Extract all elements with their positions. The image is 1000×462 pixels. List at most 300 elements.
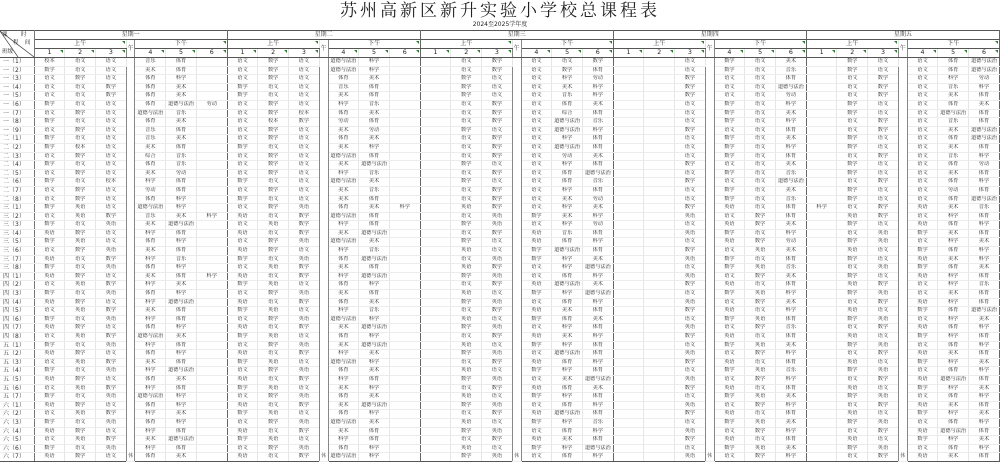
lesson-cell: 数学	[907, 436, 938, 445]
lesson-cell: 体育	[359, 221, 390, 230]
lesson-cell: 科学	[775, 427, 806, 436]
lesson-cell: 语文	[837, 229, 868, 238]
lesson-cell: 体育	[552, 238, 583, 247]
lesson-cell: 英语	[65, 212, 96, 221]
lesson-cell: 美术	[359, 109, 390, 118]
class-name: 二（4）	[0, 161, 34, 170]
lesson-cell: 语文	[714, 324, 745, 333]
lesson-cell: 美术	[328, 324, 359, 333]
lesson-cell: 数学	[482, 109, 513, 118]
lesson-cell: 科学	[328, 169, 359, 178]
am-header: 上午	[227, 40, 319, 49]
lesson-cell: 道德与法治	[166, 367, 197, 376]
lesson-cell: 体育	[552, 358, 583, 367]
lesson-cell: 数学	[837, 255, 868, 264]
lesson-cell: 数学	[451, 161, 482, 170]
class-name: 一（9）	[0, 126, 34, 135]
lesson-cell: 道德与法治	[968, 66, 999, 75]
class-name: 一（1）	[0, 58, 34, 67]
table-row	[0, 66, 1000, 75]
lesson-cell: 语文	[34, 410, 65, 419]
lesson-cell: 数学	[745, 375, 776, 384]
lesson-cell: 语文	[907, 315, 938, 324]
lesson-cell: 语文	[837, 126, 868, 135]
lesson-cell: 数学	[714, 255, 745, 264]
lesson-cell: 语文	[289, 75, 320, 84]
lesson-cell	[806, 350, 837, 359]
lesson-cell: 语文	[65, 100, 96, 109]
lesson-cell: 语文	[34, 358, 65, 367]
class-name: 五（5）	[0, 375, 34, 384]
lesson-cell: 英语	[34, 324, 65, 333]
lesson-cell	[806, 427, 837, 436]
lesson-cell: 英语	[227, 298, 258, 307]
lesson-cell: 数学	[675, 410, 706, 419]
lesson-cell: 体育	[968, 143, 999, 152]
noon-break-label: 休	[321, 453, 327, 460]
lesson-cell: 数学	[258, 418, 289, 427]
lesson-cell: 语文	[714, 75, 745, 84]
lesson-cell: 语文	[714, 178, 745, 187]
lesson-cell: 数学	[34, 264, 65, 273]
lesson-cell: 语文	[745, 109, 776, 118]
lesson-cell	[420, 75, 451, 84]
lesson-cell: 语文	[837, 83, 868, 92]
lesson-cell: 科学	[582, 92, 613, 101]
lesson-cell: 数学	[714, 264, 745, 273]
lesson-cell: 英语	[745, 264, 776, 273]
lesson-cell: 体育	[938, 195, 969, 204]
schedule-header	[0, 31, 1000, 58]
lesson-cell: 数学	[745, 238, 776, 247]
lesson-cell: 语文	[34, 75, 65, 84]
lesson-cell: 英语	[227, 247, 258, 256]
lesson-cell	[389, 307, 420, 316]
lesson-cell: 语文	[907, 195, 938, 204]
period-number: 5	[166, 49, 197, 58]
lesson-cell: 语文	[258, 212, 289, 221]
lesson-cell: 语文	[868, 66, 899, 75]
table-row	[0, 324, 1000, 333]
lesson-cell: 英语	[837, 358, 868, 367]
lesson-cell: 体育	[166, 272, 197, 281]
lesson-cell: 语文	[745, 143, 776, 152]
lesson-cell: 科学	[582, 298, 613, 307]
lesson-cell	[389, 118, 420, 127]
lesson-cell: 英语	[868, 418, 899, 427]
lesson-cell	[613, 135, 644, 144]
lesson-cell	[613, 178, 644, 187]
lesson-cell: 数学	[65, 350, 96, 359]
table-row	[0, 427, 1000, 436]
lesson-cell	[389, 66, 420, 75]
lesson-cell: 语文	[289, 333, 320, 342]
lesson-cell: 科学	[135, 298, 166, 307]
lesson-cell: 语文	[907, 341, 938, 350]
lesson-cell: 数学	[521, 418, 552, 427]
lesson-cell: 语文	[907, 186, 938, 195]
corner-cell	[0, 31, 34, 58]
lesson-cell: 科学	[166, 195, 197, 204]
lesson-cell: 英语	[258, 384, 289, 393]
pm-header: 下午	[521, 40, 613, 49]
lesson-cell	[196, 367, 227, 376]
lesson-cell: 语文	[521, 350, 552, 359]
lesson-cell: 数学	[451, 324, 482, 333]
table-row	[0, 212, 1000, 221]
class-name: 一（3）	[0, 75, 34, 84]
lesson-cell: 美术	[166, 135, 197, 144]
lesson-cell: 劳动	[135, 186, 166, 195]
schedule-body	[0, 58, 1000, 462]
lesson-cell	[389, 418, 420, 427]
lesson-cell: 道德与法治	[135, 109, 166, 118]
lesson-cell	[806, 281, 837, 290]
lesson-cell: 英语	[714, 281, 745, 290]
class-name: 三（8）	[0, 264, 34, 273]
lesson-cell: 美术	[582, 204, 613, 213]
lesson-cell: 体育	[582, 229, 613, 238]
lesson-cell: 英语	[868, 393, 899, 402]
lesson-cell: 数学	[451, 126, 482, 135]
lesson-cell: 语文	[745, 195, 776, 204]
lesson-cell: 英语	[675, 427, 706, 436]
lesson-cell: 数学	[482, 186, 513, 195]
lesson-cell	[806, 307, 837, 316]
lesson-cell: 美术	[582, 384, 613, 393]
lesson-cell: 语文	[907, 83, 938, 92]
lesson-cell: 科学	[166, 324, 197, 333]
lesson-cell: 语文	[745, 436, 776, 445]
lesson-cell: 语文	[907, 178, 938, 187]
lesson-cell: 数学	[258, 367, 289, 376]
lesson-cell: 劳动	[968, 75, 999, 84]
lesson-cell: 体育	[359, 152, 390, 161]
lesson-cell: 语文	[868, 358, 899, 367]
lesson-cell: 语文	[289, 161, 320, 170]
lesson-cell	[420, 255, 451, 264]
lesson-cell: 科学	[938, 298, 969, 307]
lesson-cell: 语文	[745, 126, 776, 135]
lesson-cell: 英语	[451, 393, 482, 402]
lesson-cell: 美术	[775, 109, 806, 118]
class-name: 六（4）	[0, 427, 34, 436]
lesson-cell: 体育	[328, 135, 359, 144]
lesson-cell	[806, 195, 837, 204]
lesson-cell	[613, 100, 644, 109]
lesson-cell	[613, 333, 644, 342]
lesson-cell: 英语	[289, 418, 320, 427]
lesson-cell: 英语	[837, 436, 868, 445]
lesson-cell	[613, 66, 644, 75]
lesson-cell: 语文	[227, 290, 258, 299]
lesson-cell	[644, 307, 675, 316]
lesson-cell: 美术	[166, 333, 197, 342]
lesson-cell: 数学	[95, 212, 126, 221]
noon-header: 午	[319, 40, 328, 58]
period-number: 3	[289, 49, 320, 58]
lesson-cell: 数学	[34, 221, 65, 230]
lesson-cell: 语文	[837, 427, 868, 436]
lesson-cell	[613, 152, 644, 161]
lesson-cell	[644, 401, 675, 410]
lesson-cell: 数学	[837, 100, 868, 109]
lesson-cell: 英语	[521, 307, 552, 316]
class-name: 一（6）	[0, 100, 34, 109]
lesson-cell: 体育	[938, 58, 969, 67]
lesson-cell: 语文	[868, 307, 899, 316]
lesson-cell	[613, 410, 644, 419]
lesson-cell: 语文	[451, 229, 482, 238]
lesson-cell	[644, 143, 675, 152]
lesson-cell: 体育	[582, 393, 613, 402]
lesson-cell: 体育	[135, 238, 166, 247]
lesson-cell: 美术	[968, 264, 999, 273]
lesson-cell: 数学	[65, 272, 96, 281]
lesson-cell: 科学	[389, 204, 420, 213]
table-row	[0, 58, 1000, 67]
lesson-cell: 语文	[837, 350, 868, 359]
lesson-cell: 英语	[227, 401, 258, 410]
lesson-cell: 英语	[714, 204, 745, 213]
lesson-cell: 语文	[675, 118, 706, 127]
period-number: 4	[328, 49, 359, 58]
lesson-cell	[196, 418, 227, 427]
lesson-cell: 美术	[166, 281, 197, 290]
lesson-cell: 语文	[837, 375, 868, 384]
lesson-cell	[420, 92, 451, 101]
lesson-cell: 美术	[135, 307, 166, 316]
lesson-cell: 英语	[714, 333, 745, 342]
lesson-cell: 体育	[135, 100, 166, 109]
lesson-cell: 体育	[775, 152, 806, 161]
lesson-cell: 数学	[258, 75, 289, 84]
lesson-cell: 语文	[907, 75, 938, 84]
lesson-cell: 语文	[65, 66, 96, 75]
lesson-cell: 英语	[289, 238, 320, 247]
lesson-cell: 语文	[745, 410, 776, 419]
lesson-cell	[420, 152, 451, 161]
lesson-cell	[644, 393, 675, 402]
lesson-cell	[196, 401, 227, 410]
lesson-cell: 体育	[135, 375, 166, 384]
am-header: 上午	[34, 40, 126, 49]
lesson-cell: 校本	[258, 118, 289, 127]
lesson-cell: 语文	[95, 350, 126, 359]
lesson-cell: 英语	[482, 255, 513, 264]
lesson-cell	[613, 143, 644, 152]
lesson-cell: 体育	[938, 444, 969, 453]
lesson-cell: 科学	[328, 247, 359, 256]
lesson-cell: 英语	[451, 264, 482, 273]
lesson-cell: 科学	[775, 290, 806, 299]
lesson-cell: 体育	[359, 212, 390, 221]
lesson-cell: 科学	[938, 315, 969, 324]
lesson-cell: 英语	[521, 410, 552, 419]
lesson-cell: 英语	[95, 264, 126, 273]
lesson-cell: 数学	[837, 393, 868, 402]
lesson-cell	[389, 436, 420, 445]
lesson-cell: 英语	[95, 341, 126, 350]
lesson-cell: 英语	[521, 358, 552, 367]
lesson-cell: 美术	[328, 229, 359, 238]
lesson-cell: 语文	[521, 375, 552, 384]
period-number: 1	[613, 49, 644, 58]
table-row	[0, 247, 1000, 256]
lesson-cell: 科学	[166, 401, 197, 410]
lesson-cell: 科学	[196, 212, 227, 221]
lesson-cell	[196, 204, 227, 213]
lesson-cell: 科学	[328, 436, 359, 445]
lesson-cell: 语文	[258, 324, 289, 333]
lesson-cell: 道德与法治	[552, 350, 583, 359]
lesson-cell: 数学	[745, 453, 776, 462]
table-row	[0, 272, 1000, 281]
lesson-cell: 劳动	[582, 75, 613, 84]
lesson-cell: 英语	[482, 427, 513, 436]
lesson-cell: 道德与法治	[968, 195, 999, 204]
lesson-cell: 语文	[837, 298, 868, 307]
lesson-cell: 体育	[582, 307, 613, 316]
lesson-cell: 语文	[34, 126, 65, 135]
lesson-cell	[613, 75, 644, 84]
lesson-cell	[196, 143, 227, 152]
lesson-cell: 体育	[968, 375, 999, 384]
lesson-cell: 英语	[714, 238, 745, 247]
lesson-cell	[420, 307, 451, 316]
lesson-cell: 美术	[359, 367, 390, 376]
lesson-cell: 科学	[135, 281, 166, 290]
lesson-cell: 道德与法治	[328, 358, 359, 367]
lesson-cell: 语文	[745, 229, 776, 238]
day-header: 星期三	[420, 31, 613, 40]
lesson-cell	[613, 169, 644, 178]
lesson-cell: 美术	[938, 290, 969, 299]
lesson-cell	[644, 264, 675, 273]
lesson-cell: 数学	[482, 229, 513, 238]
lesson-cell: 道德与法治	[135, 204, 166, 213]
lesson-cell: 科学	[135, 444, 166, 453]
lesson-cell: 音乐	[135, 212, 166, 221]
lesson-cell: 数学	[227, 436, 258, 445]
page-title: 苏州高新区新升实验小学校总课程表	[340, 1, 660, 21]
lesson-cell: 语文	[521, 195, 552, 204]
lesson-cell: 综合	[135, 152, 166, 161]
lesson-cell	[420, 418, 451, 427]
lesson-cell: 语文	[521, 92, 552, 101]
lesson-cell: 数学	[675, 161, 706, 170]
lesson-cell: 数学	[482, 384, 513, 393]
lesson-cell	[420, 315, 451, 324]
table-row	[0, 393, 1000, 402]
lesson-cell: 语文	[34, 152, 65, 161]
lesson-cell: 语文	[289, 126, 320, 135]
lesson-cell: 语文	[65, 341, 96, 350]
lesson-cell: 体育	[968, 186, 999, 195]
lesson-cell: 数学	[65, 298, 96, 307]
lesson-cell: 科学	[166, 350, 197, 359]
period-number: 5	[552, 49, 583, 58]
lesson-cell	[613, 290, 644, 299]
lesson-cell: 语文	[675, 444, 706, 453]
lesson-cell: 英语	[907, 204, 938, 213]
lesson-cell: 语文	[289, 169, 320, 178]
lesson-cell: 道德与法治	[328, 58, 359, 67]
lesson-cell: 语文	[521, 221, 552, 230]
lesson-cell: 数学	[675, 333, 706, 342]
lesson-cell: 美术	[582, 100, 613, 109]
lesson-cell: 科学	[166, 238, 197, 247]
lesson-cell: 美术	[328, 427, 359, 436]
lesson-cell	[644, 358, 675, 367]
lesson-cell: 校本	[34, 58, 65, 67]
lesson-cell: 科学	[135, 229, 166, 238]
lesson-cell: 美术	[328, 290, 359, 299]
session-header-row	[0, 40, 1000, 49]
lesson-cell: 音乐	[135, 135, 166, 144]
lesson-cell: 数学	[289, 212, 320, 221]
lesson-cell: 数学	[227, 358, 258, 367]
lesson-cell: 语文	[258, 453, 289, 462]
lesson-cell: 英语	[482, 212, 513, 221]
lesson-cell: 语文	[675, 238, 706, 247]
lesson-cell: 语文	[714, 212, 745, 221]
lesson-cell: 数学	[521, 367, 552, 376]
lesson-cell: 美术	[359, 418, 390, 427]
lesson-cell: 语文	[868, 272, 899, 281]
class-name: 一（5）	[0, 92, 34, 101]
lesson-cell	[196, 178, 227, 187]
lesson-cell: 劳动	[196, 100, 227, 109]
lesson-cell: 英语	[289, 204, 320, 213]
lesson-cell: 数学	[289, 453, 320, 462]
lesson-cell: 语文	[227, 126, 258, 135]
lesson-cell	[196, 393, 227, 402]
lesson-cell: 体育	[328, 109, 359, 118]
lesson-cell: 英语	[675, 453, 706, 462]
lesson-cell: 英语	[258, 221, 289, 230]
lesson-cell: 体育	[359, 436, 390, 445]
lesson-cell: 科学	[328, 307, 359, 316]
lesson-cell: 科学	[938, 281, 969, 290]
lesson-cell: 语文	[868, 410, 899, 419]
lesson-cell	[389, 109, 420, 118]
lesson-cell: 英语	[714, 436, 745, 445]
lesson-cell	[613, 393, 644, 402]
lesson-cell: 数学	[837, 135, 868, 144]
lesson-cell	[806, 186, 837, 195]
lesson-cell: 数学	[521, 393, 552, 402]
lesson-cell: 英语	[65, 384, 96, 393]
lesson-cell: 语文	[258, 83, 289, 92]
lesson-cell	[644, 436, 675, 445]
lesson-cell: 科学	[552, 418, 583, 427]
lesson-cell: 语文	[227, 367, 258, 376]
lesson-cell	[806, 341, 837, 350]
lesson-cell: 音乐	[166, 152, 197, 161]
lesson-cell: 语文	[289, 186, 320, 195]
lesson-cell	[389, 255, 420, 264]
lesson-cell: 数学	[451, 350, 482, 359]
lesson-cell: 数学	[837, 58, 868, 67]
lesson-cell	[389, 161, 420, 170]
lesson-cell: 数学	[95, 281, 126, 290]
lesson-cell: 道德与法治	[328, 418, 359, 427]
lesson-cell: 体育	[166, 229, 197, 238]
lesson-cell: 音乐	[359, 100, 390, 109]
lesson-cell: 语文	[227, 152, 258, 161]
lesson-cell: 语文	[34, 186, 65, 195]
